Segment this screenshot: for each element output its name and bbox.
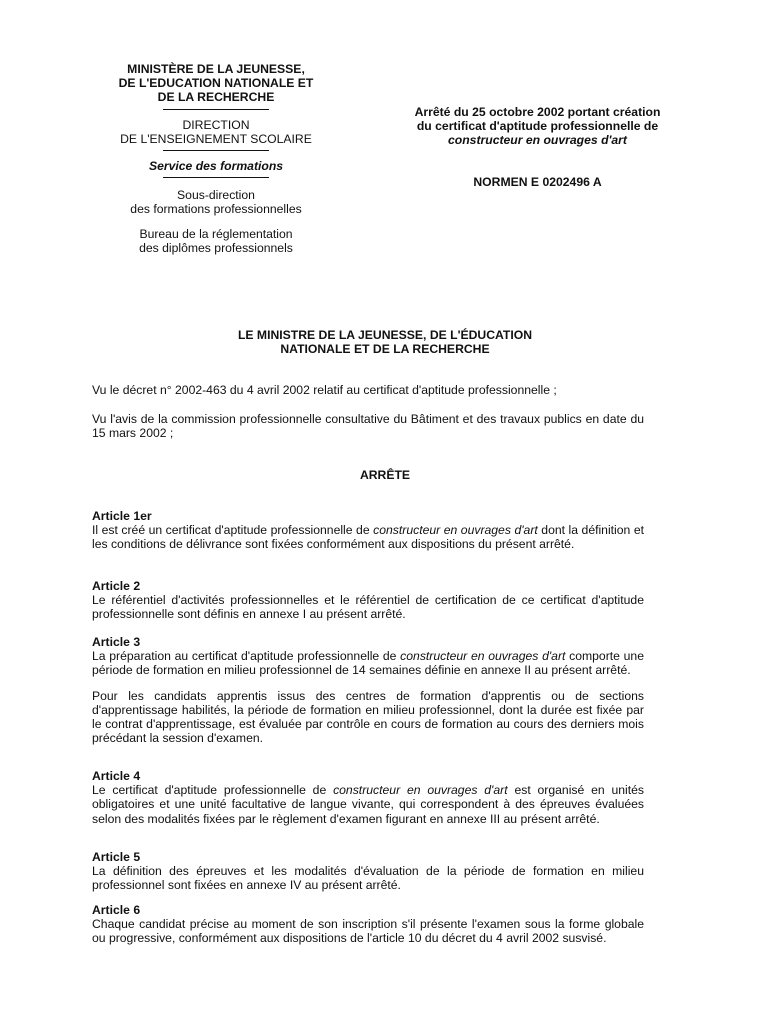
- arrete-heading: ARRÊTE: [359, 468, 411, 482]
- visa-paragraph: Vu le décret n° 2002-463 du 4 avril 2002 relatif au certificat d'aptitude professionnelle ;: [92, 383, 557, 397]
- article-title: Article 6: [92, 903, 141, 917]
- direction-line-1: DIRECTION: [182, 117, 250, 132]
- bureau-line-1: Bureau de la réglementation: [139, 226, 293, 241]
- issuing-authority-block: [100, 62, 332, 255]
- service-name: Service des formations: [148, 159, 284, 174]
- separator-rule: [163, 177, 269, 178]
- normen-reference: NORMEN E 0202496 A: [473, 175, 602, 189]
- article-title: Article 4: [92, 769, 141, 783]
- separator-rule: [163, 150, 269, 151]
- article-1: [92, 509, 644, 552]
- article-2: [92, 579, 644, 622]
- document-title: [92, 328, 678, 356]
- article-title: Article 1er: [92, 509, 152, 523]
- article-6: [92, 903, 644, 946]
- decree-heading: [395, 105, 680, 148]
- sous-direction-line-2: des formations professionnelles: [130, 202, 302, 217]
- bureau-line-2: des diplômes professionnels: [139, 240, 293, 255]
- article-text: Pour les candidats apprentis issus des centres de formation d'apprentis ou de sections d'apprentissage habilités, la période de formation en milieu professionnel, dont la durée est fixée par le contrat d'apprentissage, est évaluée par contrôle en cours de formation au cours des derniers mois précédant la session d'examen.: [92, 688, 644, 746]
- article-title: Article 5: [92, 850, 141, 864]
- direction-line-2: DE L'ENSEIGNEMENT SCOLAIRE: [120, 131, 312, 146]
- title-line-2: NATIONALE ET DE LA RECHERCHE: [280, 342, 490, 357]
- article-title: Article 3: [92, 635, 141, 649]
- decree-heading-line-1: Arrêté du 25 octobre 2002 portant création: [414, 105, 661, 119]
- ministry-line-3: DE LA RECHERCHE: [157, 90, 275, 105]
- visa-paragraph: Vu l'avis de la commission professionnelle consultative du Bâtiment et des travaux publics en date du 15 mars 2002 ;: [92, 412, 644, 441]
- ministry-line-2: DE L'EDUCATION NATIONALE ET: [118, 76, 314, 91]
- article-3: [92, 635, 644, 745]
- article-title: Article 2: [92, 579, 141, 593]
- decree-heading-line-2: du certificat d'aptitude professionnelle de: [416, 119, 659, 134]
- separator-rule: [163, 109, 269, 110]
- article-text: Il est créé un certificat d'aptitude professionnelle de constructeur en ouvrages d'art dont la définition et les conditions de délivrance sont fixées conformément aux dispositions du présent arrêté.: [92, 523, 645, 552]
- article-text: Le certificat d'aptitude professionnelle de constructeur en ouvrages d'art est organisé en unités obligatoires et une unité facultative de langue vivante, qui correspondent à des épreuves évaluées selon des modalités fixées par le règlement d'examen figurant en annexe III au présent arrêté.: [92, 783, 645, 826]
- title-line-1: LE MINISTRE DE LA JEUNESSE, DE L'ÉDUCATION: [237, 328, 533, 342]
- article-text: Le référentiel d'activités professionnelles et le référentiel de certification de ce certificat d'aptitude professionnelle sont définis en annexe I au présent arrêté.: [92, 593, 644, 622]
- decree-heading-line-3: constructeur en ouvrages d'art: [448, 133, 627, 148]
- sous-direction-line-1: Sous-direction: [177, 188, 255, 203]
- article-4: [92, 769, 644, 826]
- article-text: La préparation au certificat d'aptitude professionnelle de constructeur en ouvrages d'art comporte une période de formation en milieu professionnel de 14 semaines définie en annexe II au présent arrêté.: [92, 649, 644, 678]
- article-5: [92, 850, 644, 893]
- article-text: Chaque candidat précise au moment de son inscription s'il présente l'examen sous la forme globale ou progressive, conformément aux dispositions de l'article 10 du décret du 4 avril 2002 susvisé.: [92, 917, 644, 946]
- article-text: La définition des épreuves et les modalités d'évaluation de la période de formation en milieu professionnel sont fixées en annexe IV au présent arrêté.: [92, 864, 644, 893]
- ministry-line-1: MINISTÈRE DE LA JEUNESSE,: [127, 62, 305, 76]
